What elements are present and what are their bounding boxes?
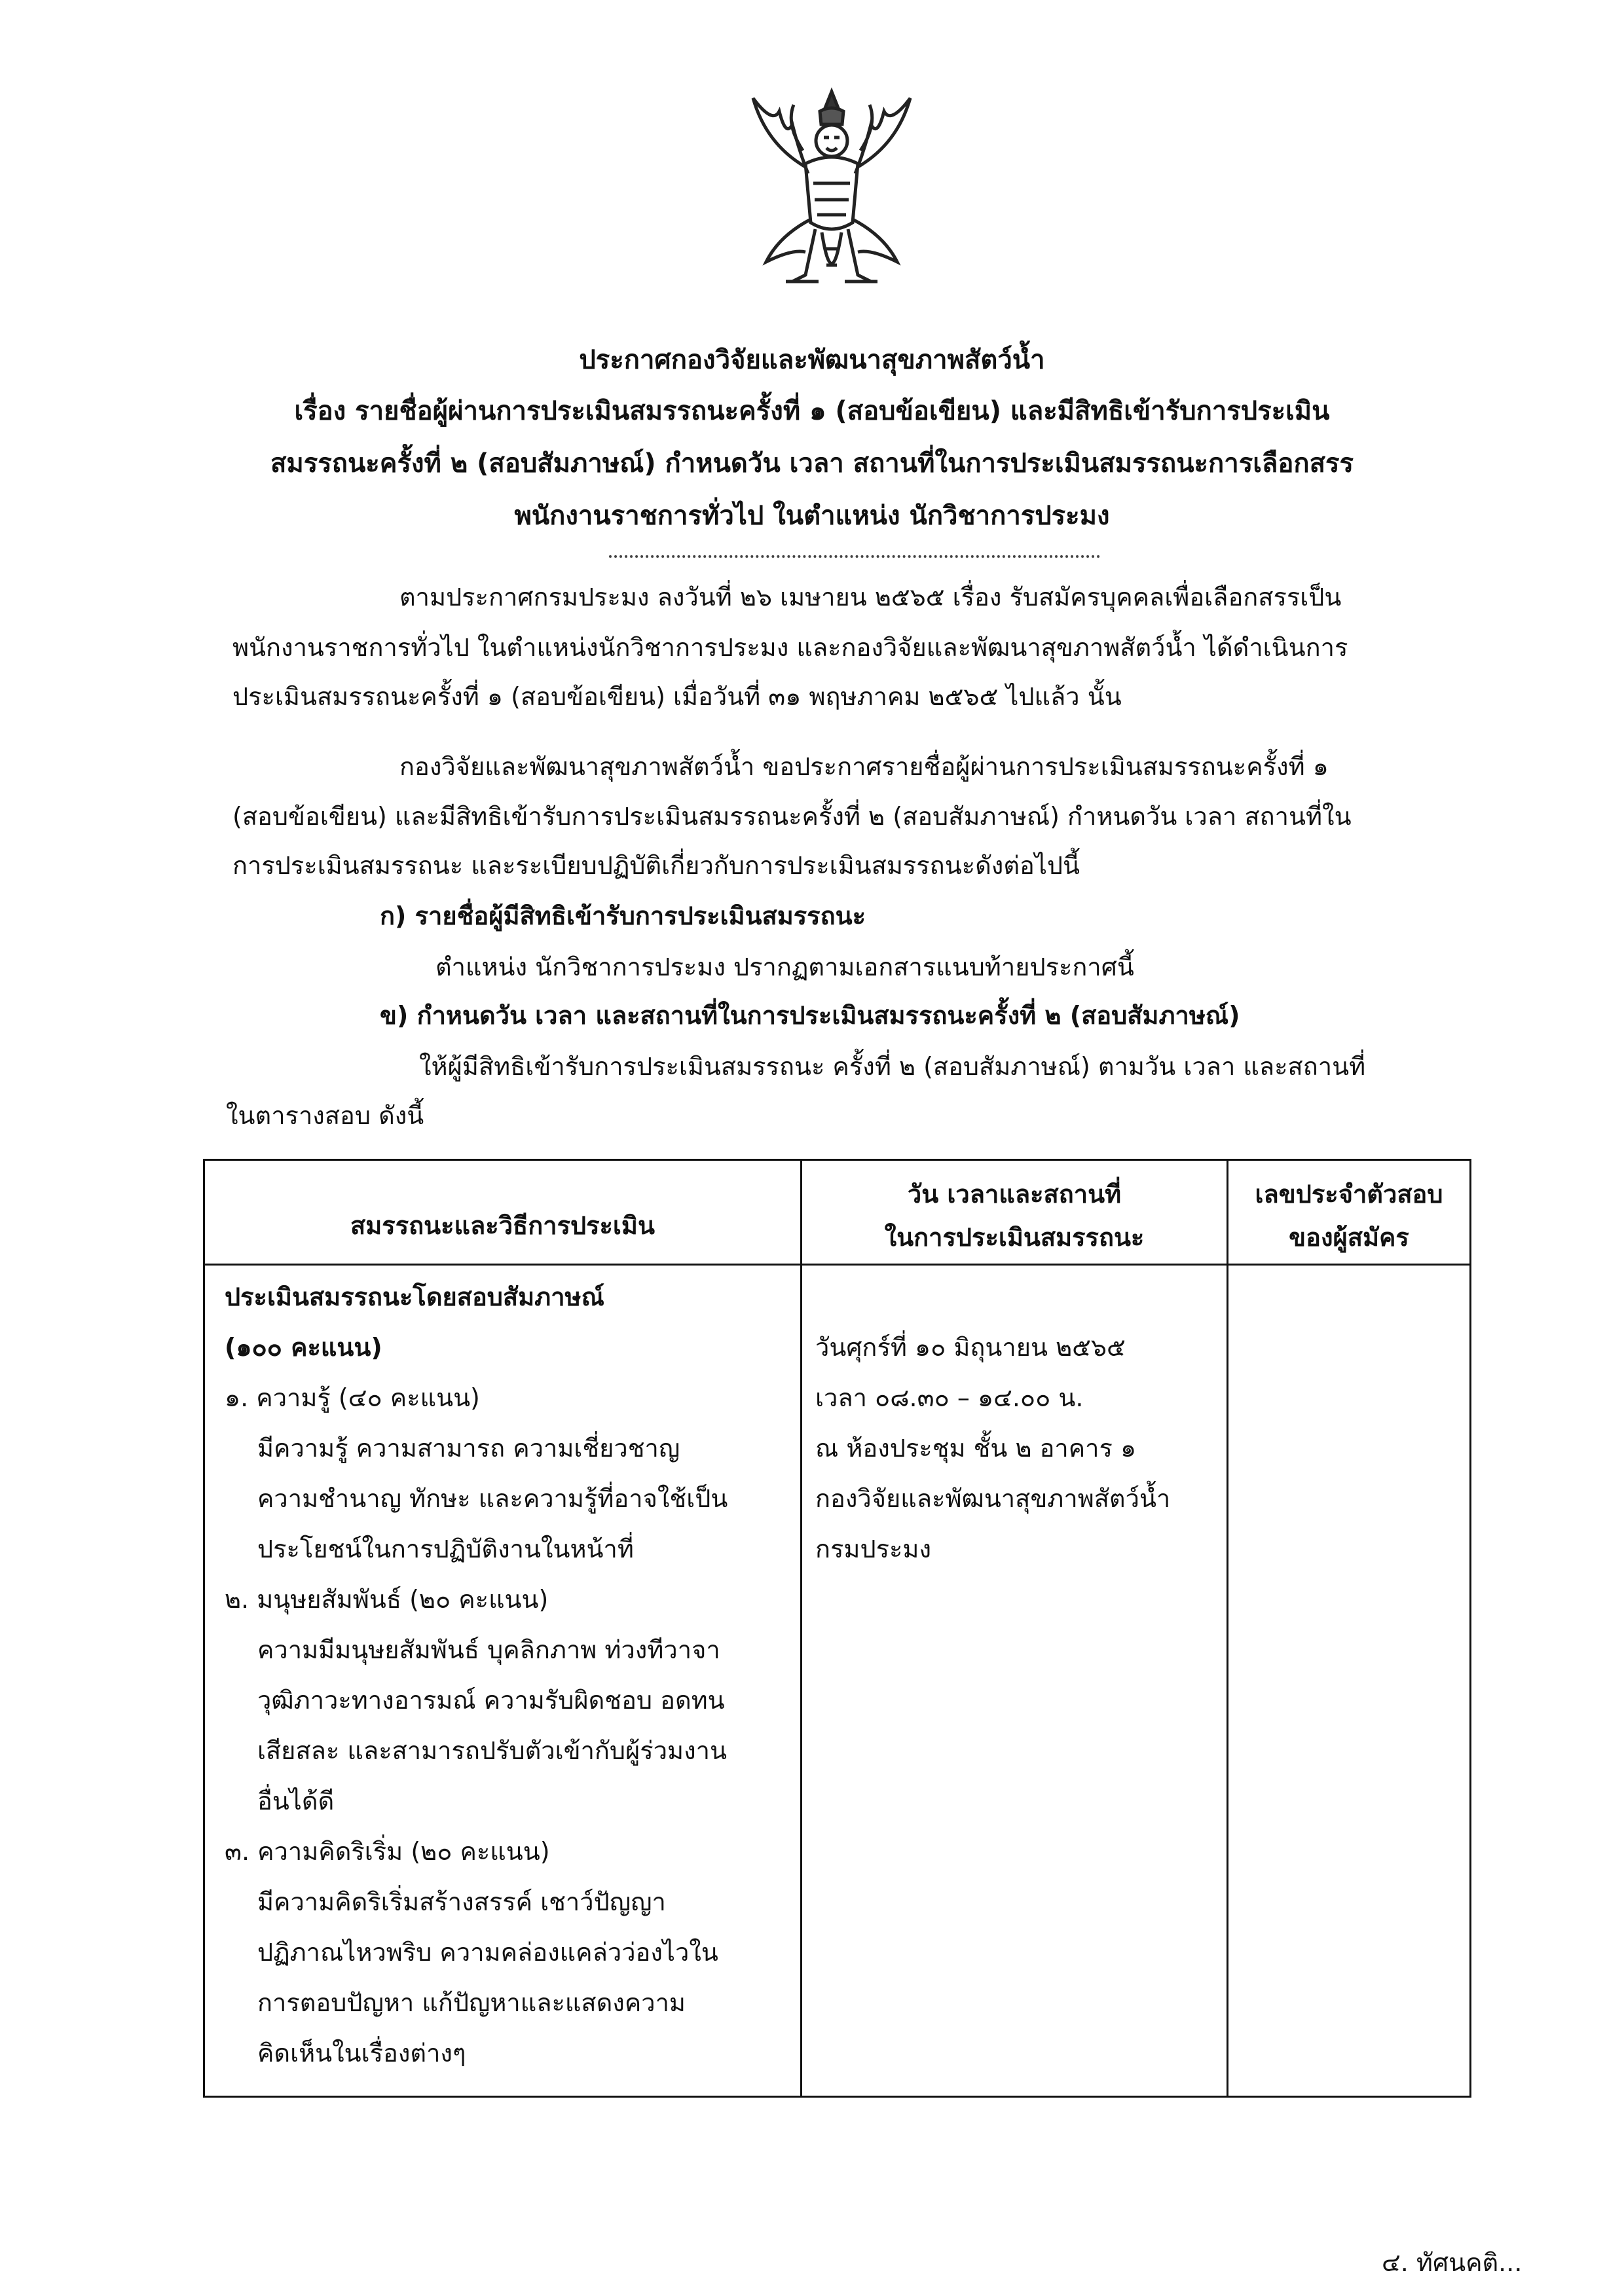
criterion-knowledge-desc-2: ความชำนาญ ทักษะ และความรู้ที่อาจใช้เป็น bbox=[257, 1484, 728, 1513]
exam-room: ณ ห้องประชุม ชั้น ๒ อาคาร ๑ bbox=[815, 1434, 1137, 1463]
criterion-initiative-desc-3: การตอบปัญหา แก้ปัญหาและแสดงความ bbox=[257, 1988, 686, 2017]
paragraph-1-line-1: ตามประกาศกรมประมง ลงวันที่ ๒๖ เมษายน ๒๕๖๕ เรื่อง รับสมัครบุคคลเพื่อเลือกสรรเป็น bbox=[399, 583, 1342, 611]
exam-time: เวลา ๐๘.๓๐ – ๑๔.๐๐ น. bbox=[815, 1383, 1084, 1412]
announcement-title-line-1: ประกาศกองวิจัยและพัฒนาสุขภาพสัตว์น้ำ bbox=[579, 345, 1045, 375]
header-competency-label: สมรรถนะและวิธีการประเมิน bbox=[350, 1211, 655, 1240]
criterion-knowledge: ๑. ความรู้ (๔๐ คะแนน) bbox=[225, 1383, 480, 1412]
section-b-heading: ข) กำหนดวัน เวลา และสถานที่ในการประเมินสมรรถนะครั้งที่ ๒ (สอบสัมภาษณ์) bbox=[380, 1001, 1240, 1030]
header-date-place bbox=[802, 1160, 1228, 1265]
competency-cell bbox=[204, 1265, 802, 2097]
announcement-title-line-4: พนักงานราชการทั่วไป ในตำแหน่ง นักวิชาการประมง bbox=[514, 501, 1110, 531]
title-divider bbox=[609, 555, 1100, 558]
exam-number-cell bbox=[1228, 1265, 1471, 2097]
paragraph-2-line-1: กองวิจัยและพัฒนาสุขภาพสัตว์น้ำ ขอประกาศรายชื่อผู้ผ่านการประเมินสมรรถนะครั้งที่ ๑ bbox=[399, 752, 1329, 781]
date-place-cell bbox=[802, 1265, 1228, 2097]
interview-total-score: (๑๐๐ คะแนน) bbox=[225, 1333, 382, 1362]
section-a-heading: ก) รายชื่อผู้มีสิทธิเข้ารับการประเมินสมรรถนะ bbox=[380, 902, 866, 930]
criterion-human-relations: ๒. มนุษยสัมพันธ์ (๒๐ คะแนน) bbox=[225, 1585, 549, 1614]
announcement-title-line-3: สมรรถนะครั้งที่ ๒ (สอบสัมภาษณ์) กำหนดวัน เวลา สถานที่ในการประเมินสมรรถนะการเลือกสรร bbox=[270, 448, 1354, 479]
announcement-title-line-2: เรื่อง รายชื่อผู้ผ่านการประเมินสมรรถนะครั้งที่ ๑ (สอบข้อเขียน) และมีสิทธิเข้ารับการประเมิน bbox=[294, 396, 1330, 426]
exam-division: กองวิจัยและพัฒนาสุขภาพสัตว์น้ำ bbox=[815, 1484, 1171, 1513]
garuda-emblem bbox=[740, 85, 923, 301]
criterion-initiative: ๓. ความคิดริเริ่ม (๒๐ คะแนน) bbox=[225, 1837, 550, 1866]
criterion-initiative-desc-2: ปฏิภาณไหวพริบ ความคล่องแคล่วว่องไวใน bbox=[257, 1938, 718, 1967]
criterion-knowledge-desc-1: มีความรู้ ความสามารถ ความเชี่ยวชาญ bbox=[257, 1434, 680, 1463]
paragraph-2-line-2: (สอบข้อเขียน) และมีสิทธิเข้ารับการประเมินสมรรถนะครั้งที่ ๒ (สอบสัมภาษณ์) กำหนดวัน เวลา สถานที่ใน bbox=[232, 802, 1352, 831]
exam-schedule-table bbox=[203, 1159, 1471, 2098]
paragraph-1-line-2: พนักงานราชการทั่วไป ในตำแหน่งนักวิชาการประมง และกองวิจัยและพัฒนาสุขภาพสัตว์น้ำ ได้ดำเนินการ bbox=[232, 633, 1348, 662]
exam-date: วันศุกร์ที่ ๑๐ มิถุนายน ๒๕๖๕ bbox=[815, 1333, 1126, 1362]
header-exam-number-line-1: เลขประจำตัวสอบ bbox=[1255, 1180, 1443, 1209]
header-exam-number-line-2: ของผู้สมัคร bbox=[1289, 1223, 1409, 1252]
section-b-text-line-2: ในตารางสอบ ดังนี้ bbox=[226, 1101, 424, 1130]
paragraph-1-line-3: ประเมินสมรรถนะครั้งที่ ๑ (สอบข้อเขียน) เมื่อวันที่ ๓๑ พฤษภาคม ๒๕๖๕ ไปแล้ว นั้น bbox=[232, 682, 1122, 711]
section-b-text-line-1: ให้ผู้มีสิทธิเข้ารับการประเมินสมรรถนะ ครั้งที่ ๒ (สอบสัมภาษณ์) ตามวัน เวลา และสถานที่ bbox=[419, 1052, 1366, 1081]
criterion-human-relations-desc-3: เสียสละ และสามารถปรับตัวเข้ากับผู้ร่วมงาน bbox=[257, 1736, 727, 1765]
exam-department: กรมประมง bbox=[815, 1535, 932, 1563]
criterion-initiative-desc-1: มีความคิดริเริ่มสร้างสรรค์ เชาว์ปัญญา bbox=[257, 1887, 666, 1916]
header-date-place-line-1: วัน เวลาและสถานที่ bbox=[907, 1180, 1122, 1209]
paragraph-2-line-3: การประเมินสมรรถนะ และระเบียบปฏิบัติเกี่ยวกับการประเมินสมรรถนะดังต่อไปนี้ bbox=[232, 851, 1080, 880]
header-competency bbox=[204, 1160, 802, 1265]
header-exam-number bbox=[1228, 1160, 1471, 1265]
criterion-human-relations-desc-4: อื่นได้ดี bbox=[257, 1787, 335, 1815]
header-date-place-line-2: ในการประเมินสมรรถนะ bbox=[884, 1223, 1145, 1252]
table-body-row bbox=[204, 1265, 1471, 2097]
criterion-knowledge-desc-3: ประโยชน์ในการปฏิบัติงานในหน้าที่ bbox=[257, 1535, 634, 1563]
criterion-human-relations-desc-1: ความมีมนุษยสัมพันธ์ บุคลิกภาพ ท่วงทีวาจา bbox=[257, 1635, 720, 1664]
page-continuation: ๔. ทัศนคติ... bbox=[1382, 2248, 1522, 2277]
table-header-row bbox=[204, 1160, 1471, 1265]
criterion-human-relations-desc-2: วุฒิภาวะทางอารมณ์ ความรับผิดชอบ อดทน bbox=[257, 1686, 725, 1715]
criterion-initiative-desc-4: คิดเห็นในเรื่องต่างๆ bbox=[257, 2039, 466, 2068]
interview-method: ประเมินสมรรถนะโดยสอบสัมภาษณ์ bbox=[225, 1283, 604, 1311]
section-a-text: ตำแหน่ง นักวิชาการประมง ปรากฏตามเอกสารแนบท้ายประกาศนี้ bbox=[435, 953, 1134, 981]
